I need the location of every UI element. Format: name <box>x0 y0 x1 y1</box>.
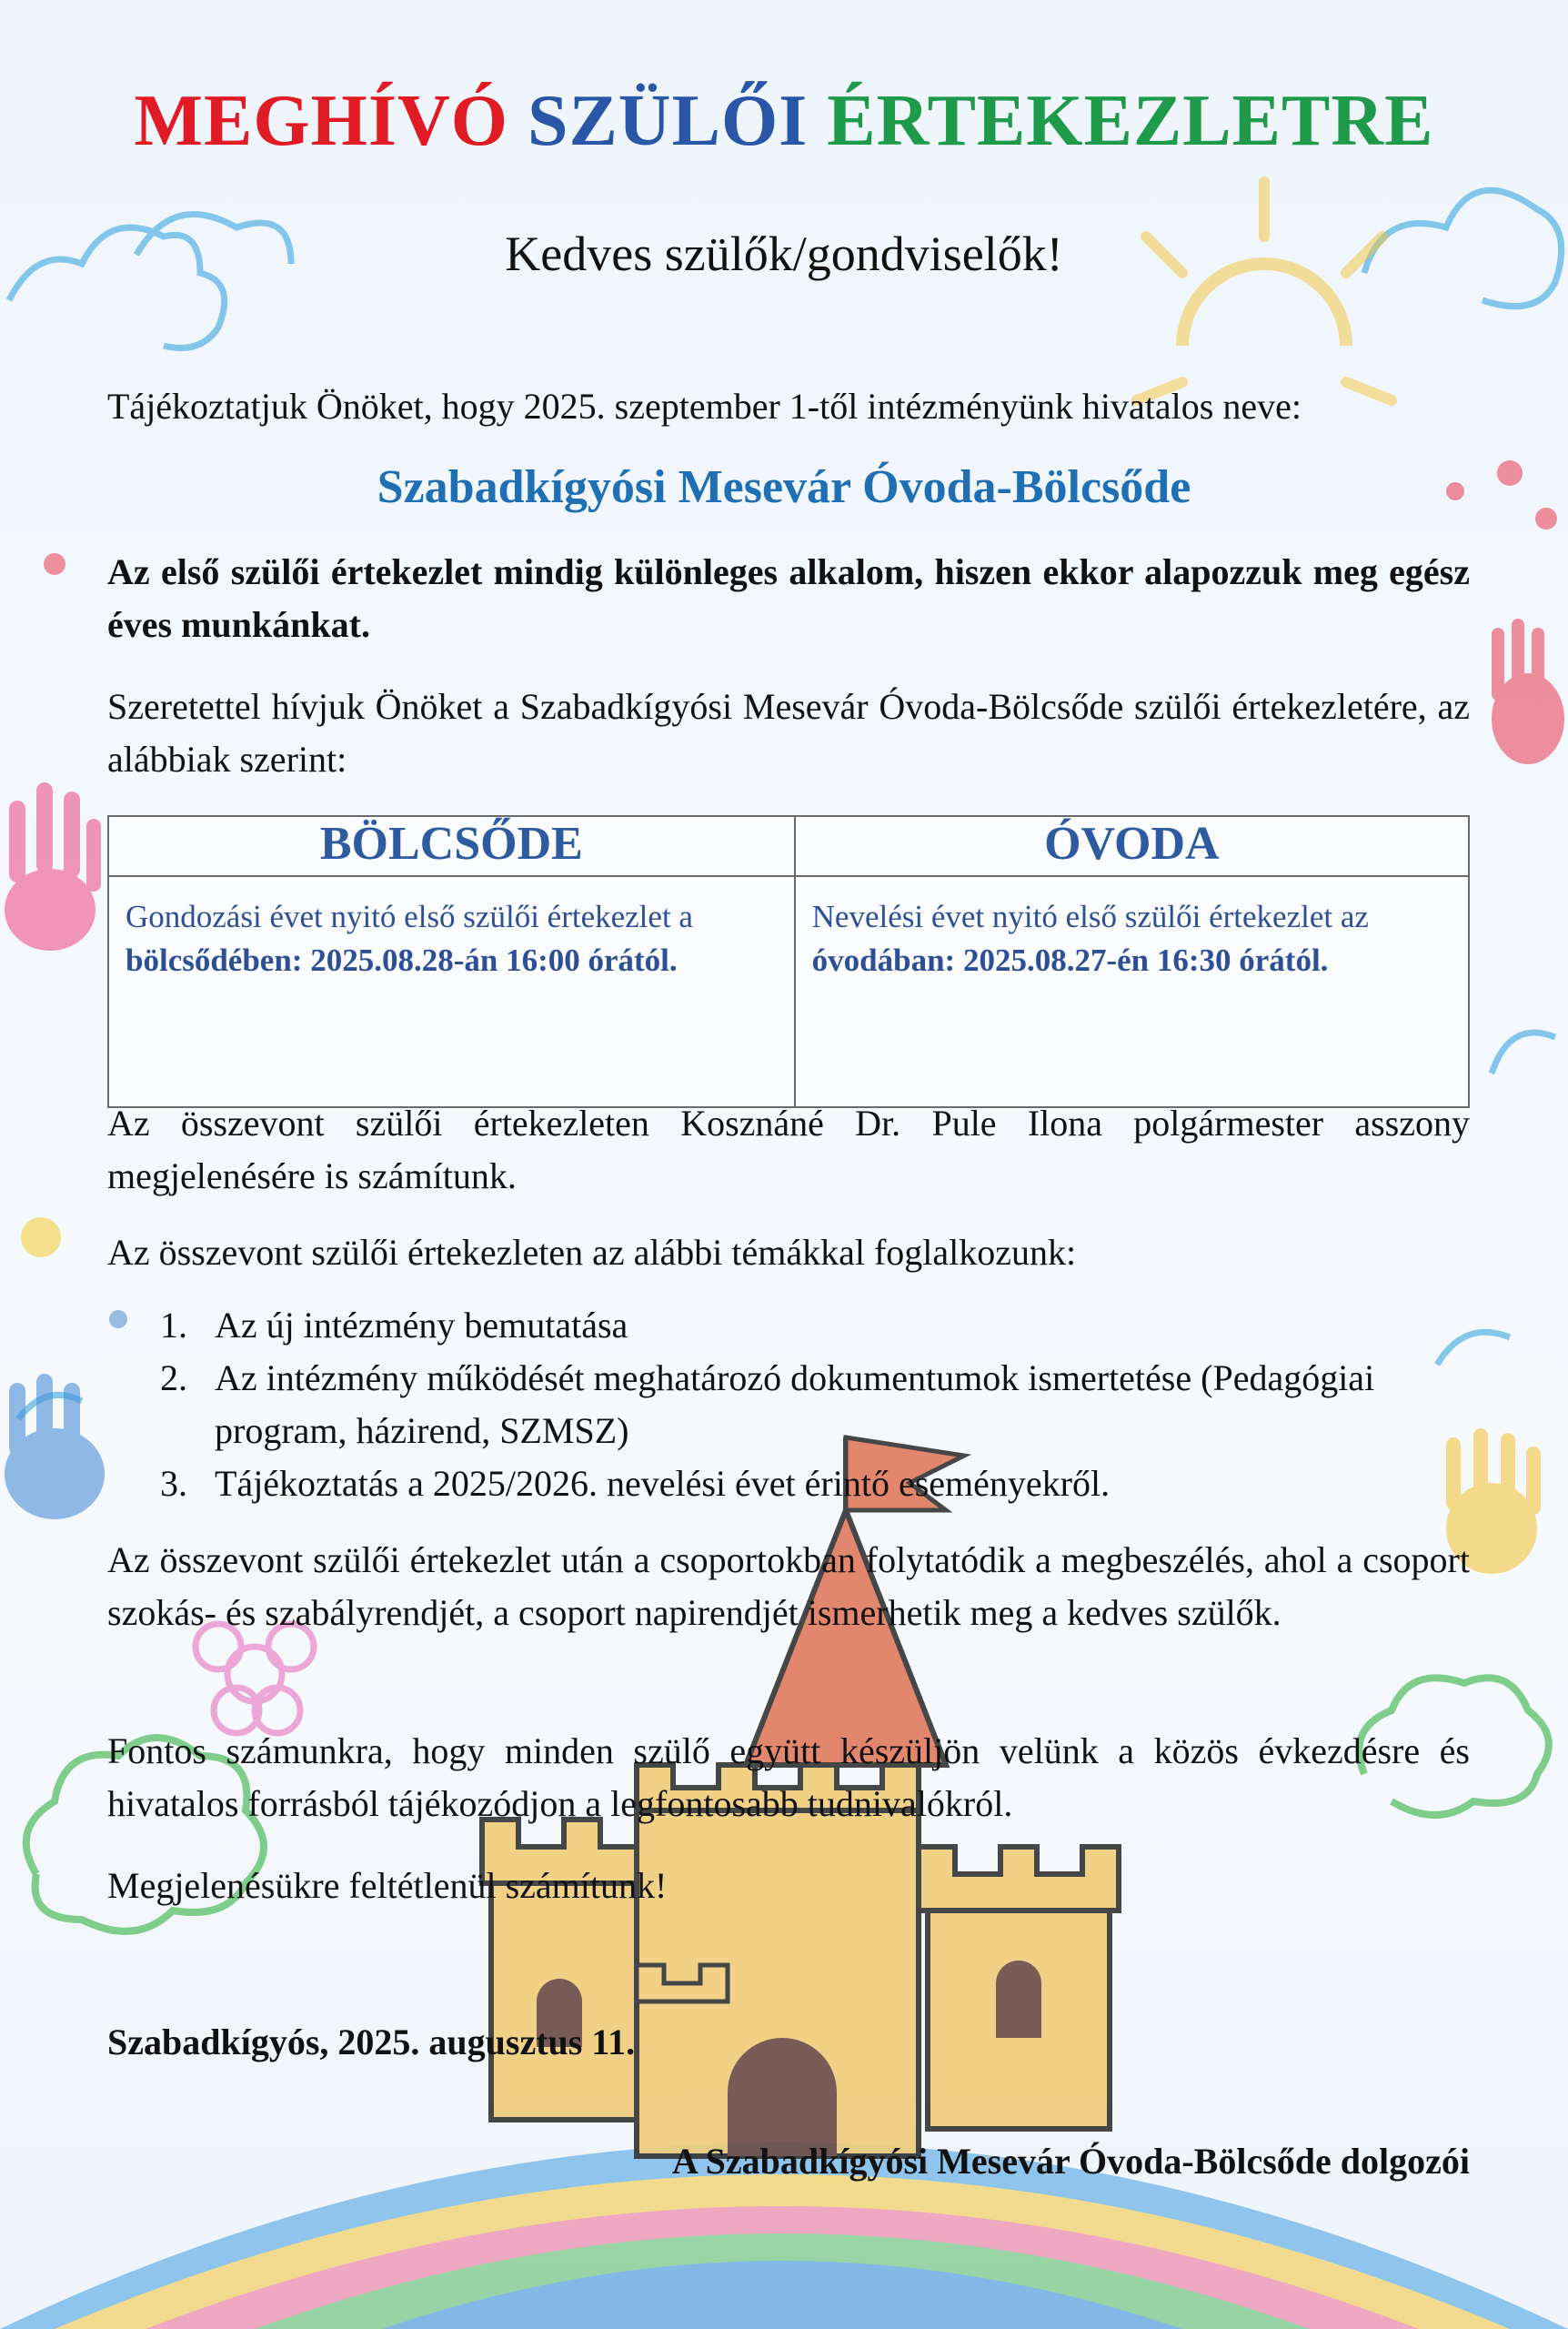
title-word-invitation: MEGHÍVÓ <box>134 81 508 161</box>
kindergarten-cell <box>795 876 1469 1107</box>
schedule-table <box>107 815 1470 1108</box>
nursery-heading: BÖLCSŐDE <box>108 816 795 876</box>
topics-intro: Az összevont szülői értekezleten az alábbi témákkal foglalkozunk: <box>107 1232 1077 1273</box>
kindergarten-meeting-time: óvodában: 2025.08.27-én 16:30 órától. <box>811 943 1329 978</box>
list-item-number: 3. <box>160 1463 187 1504</box>
title-word-parental: SZÜLŐI <box>527 81 809 161</box>
title-word-meeting: ÉRTEKEZLETRE <box>827 81 1434 161</box>
list-item-text: Az intézmény működését meghatározó dokumentumok ismertetése (Pedagógiai program, házirend, SZMSZ) <box>215 1357 1375 1451</box>
mayor-paragraph: Az összevont szülői értekezleten Kosznáné Dr. Pule Ilona polgármester asszony megjelenésére is számítunk. <box>107 1103 1470 1196</box>
list-item-text: Tájékoztatás a 2025/2026. nevelési évet érintő eseményekről. <box>215 1463 1111 1504</box>
date-line: Szabadkígyós, 2025. augusztus 11. <box>107 2021 636 2062</box>
list-item <box>160 1457 1470 1510</box>
institution-name: Szabadkígyósi Mesevár Óvoda-Bölcsőde <box>377 461 1191 513</box>
bold-paragraph: Az első szülői értekezlet mindig különleges alkalom, hiszen ekkor alapozzuk meg egész éves munkánkat. <box>107 551 1470 645</box>
list-item-text: Az új intézmény bemutatása <box>215 1305 628 1346</box>
important-paragraph: Fontos számunkra, hogy minden szülő együtt készüljön velünk a közös évkezdésre és hivatalos forrásból tájékozódjon a legfontosabb tudnivalókról. <box>107 1730 1470 1824</box>
after-meeting-paragraph: Az összevont szülői értekezlet után a csoportokban folytatódik a megbeszélés, ahol a csoport szokás- és szabályrendjét, a csoport napirendjét ismerhetik meg a kedves szülők. <box>107 1539 1470 1633</box>
list-item <box>160 1352 1470 1457</box>
nursery-meeting-time: bölcsődében: 2025.08.28-án 16:00 órától. <box>126 943 678 978</box>
list-item-number: 1. <box>160 1305 187 1346</box>
signature: A Szabadkígyósi Mesevár Óvoda-Bölcsőde dolgozói <box>671 2141 1470 2182</box>
greeting: Kedves szülők/gondviselők! <box>505 227 1063 281</box>
kindergarten-meeting-text: Nevelési évet nyitó első szülői értekezlet az <box>811 899 1369 934</box>
nursery-meeting-text: Gondozási évet nyitó első szülői értekezlet a <box>126 899 693 934</box>
schedule-detail-row <box>108 876 1469 1107</box>
kindergarten-heading: ÓVODA <box>795 816 1469 876</box>
intro-paragraph: Tájékoztatjuk Önöket, hogy 2025. szeptember 1-től intézményünk hivatalos neve: <box>107 386 1302 427</box>
invite-paragraph: Szeretettel hívjuk Önöket a Szabadkígyósi Mesevár Óvoda-Bölcsőde szülői értekezletére, az alábbiak szerint: <box>107 686 1470 780</box>
attend-paragraph: Megjelenésükre feltétlenül számítunk! <box>107 1865 668 1906</box>
topics-list <box>160 1299 1470 1510</box>
list-item-number: 2. <box>160 1357 187 1398</box>
page-title <box>0 80 1568 163</box>
schedule-header-row <box>108 816 1469 876</box>
nursery-cell <box>108 876 795 1107</box>
list-item <box>160 1299 1470 1352</box>
